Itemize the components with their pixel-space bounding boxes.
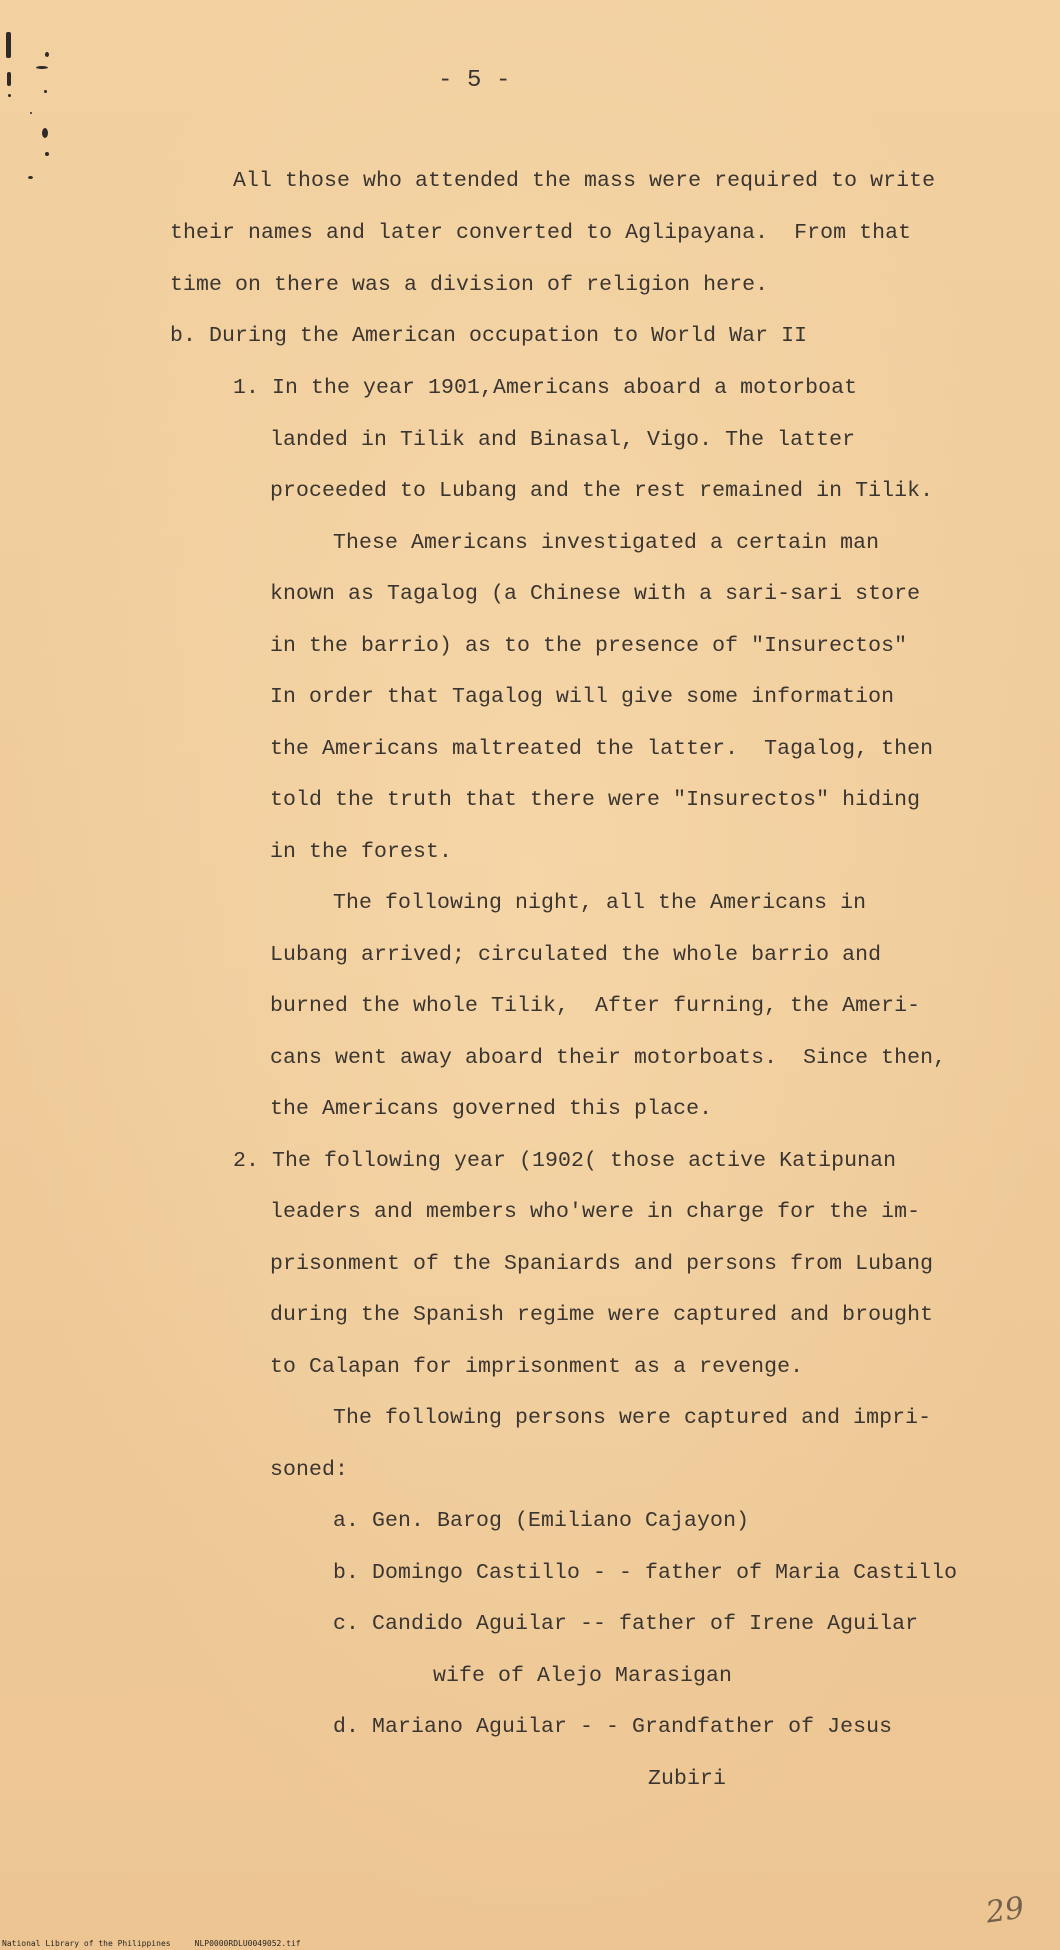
list-item: c. Candido Aguilar -- father of Irene Aguilar — [333, 1612, 919, 1636]
text-line: proceeded to Lubang and the rest remained in Tilik. — [270, 479, 934, 503]
text-line: The following night, all the Americans in — [333, 891, 867, 915]
text-line: during the Spanish regime were captured and brought — [270, 1303, 934, 1327]
text-line: in the barrio) as to the presence of "Insurectos" — [270, 634, 908, 658]
list-item: 1. In the year 1901,Americans aboard a motorboat — [233, 376, 858, 400]
text-line: The following persons were captured and impri- — [333, 1406, 932, 1430]
list-item: a. Gen. Barog (Emiliano Cajayon) — [333, 1509, 750, 1533]
text-line: leaders and members who'were in charge for the im- — [270, 1200, 921, 1224]
text-line: cans went away aboard their motorboats. Since then, — [270, 1046, 947, 1070]
page-number: - 5 - — [438, 67, 511, 94]
text-line: Zubiri — [648, 1767, 727, 1791]
text-line: in the forest. — [270, 840, 453, 864]
handwritten-page-stamp: 29 — [983, 1890, 1027, 1931]
text-line: the Americans governed this place. — [270, 1097, 713, 1121]
list-item: b. Domingo Castillo - - father of Maria Castillo — [333, 1561, 958, 1585]
text-line: their names and later converted to Aglipayana. From that — [170, 221, 912, 245]
text-line: prisonment of the Spaniards and persons from Lubang — [270, 1252, 934, 1276]
text-line: soned: — [270, 1458, 349, 1482]
text-line: All those who attended the mass were required to write — [233, 169, 936, 193]
scan-footer: National Library of the Philippines NLP0000RDLU0049052.tif — [2, 1939, 301, 1948]
text-line: burned the whole Tilik, After furning, the Ameri- — [270, 994, 921, 1018]
section-heading: b. During the American occupation to World War II — [170, 324, 808, 348]
list-item: 2. The following year (1902( those active Katipunan — [233, 1149, 897, 1173]
text-line: Lubang arrived; circulated the whole barrio and — [270, 943, 882, 967]
text-line: landed in Tilik and Binasal, Vigo. The latter — [270, 428, 856, 452]
binding-hole-marks — [0, 0, 60, 200]
text-line: In order that Tagalog will give some information — [270, 685, 895, 709]
text-line: the Americans maltreated the latter. Tagalog, then — [270, 737, 934, 761]
text-line: known as Tagalog (a Chinese with a sari-sari store — [270, 582, 921, 606]
text-line: time on there was a division of religion here. — [170, 273, 769, 297]
list-item: d. Mariano Aguilar - - Grandfather of Jesus — [333, 1715, 893, 1739]
text-line: to Calapan for imprisonment as a revenge. — [270, 1355, 804, 1379]
text-line: wife of Alejo Marasigan — [433, 1664, 733, 1688]
text-line: told the truth that there were "Insurectos" hiding — [270, 788, 921, 812]
text-line: These Americans investigated a certain man — [333, 531, 880, 555]
